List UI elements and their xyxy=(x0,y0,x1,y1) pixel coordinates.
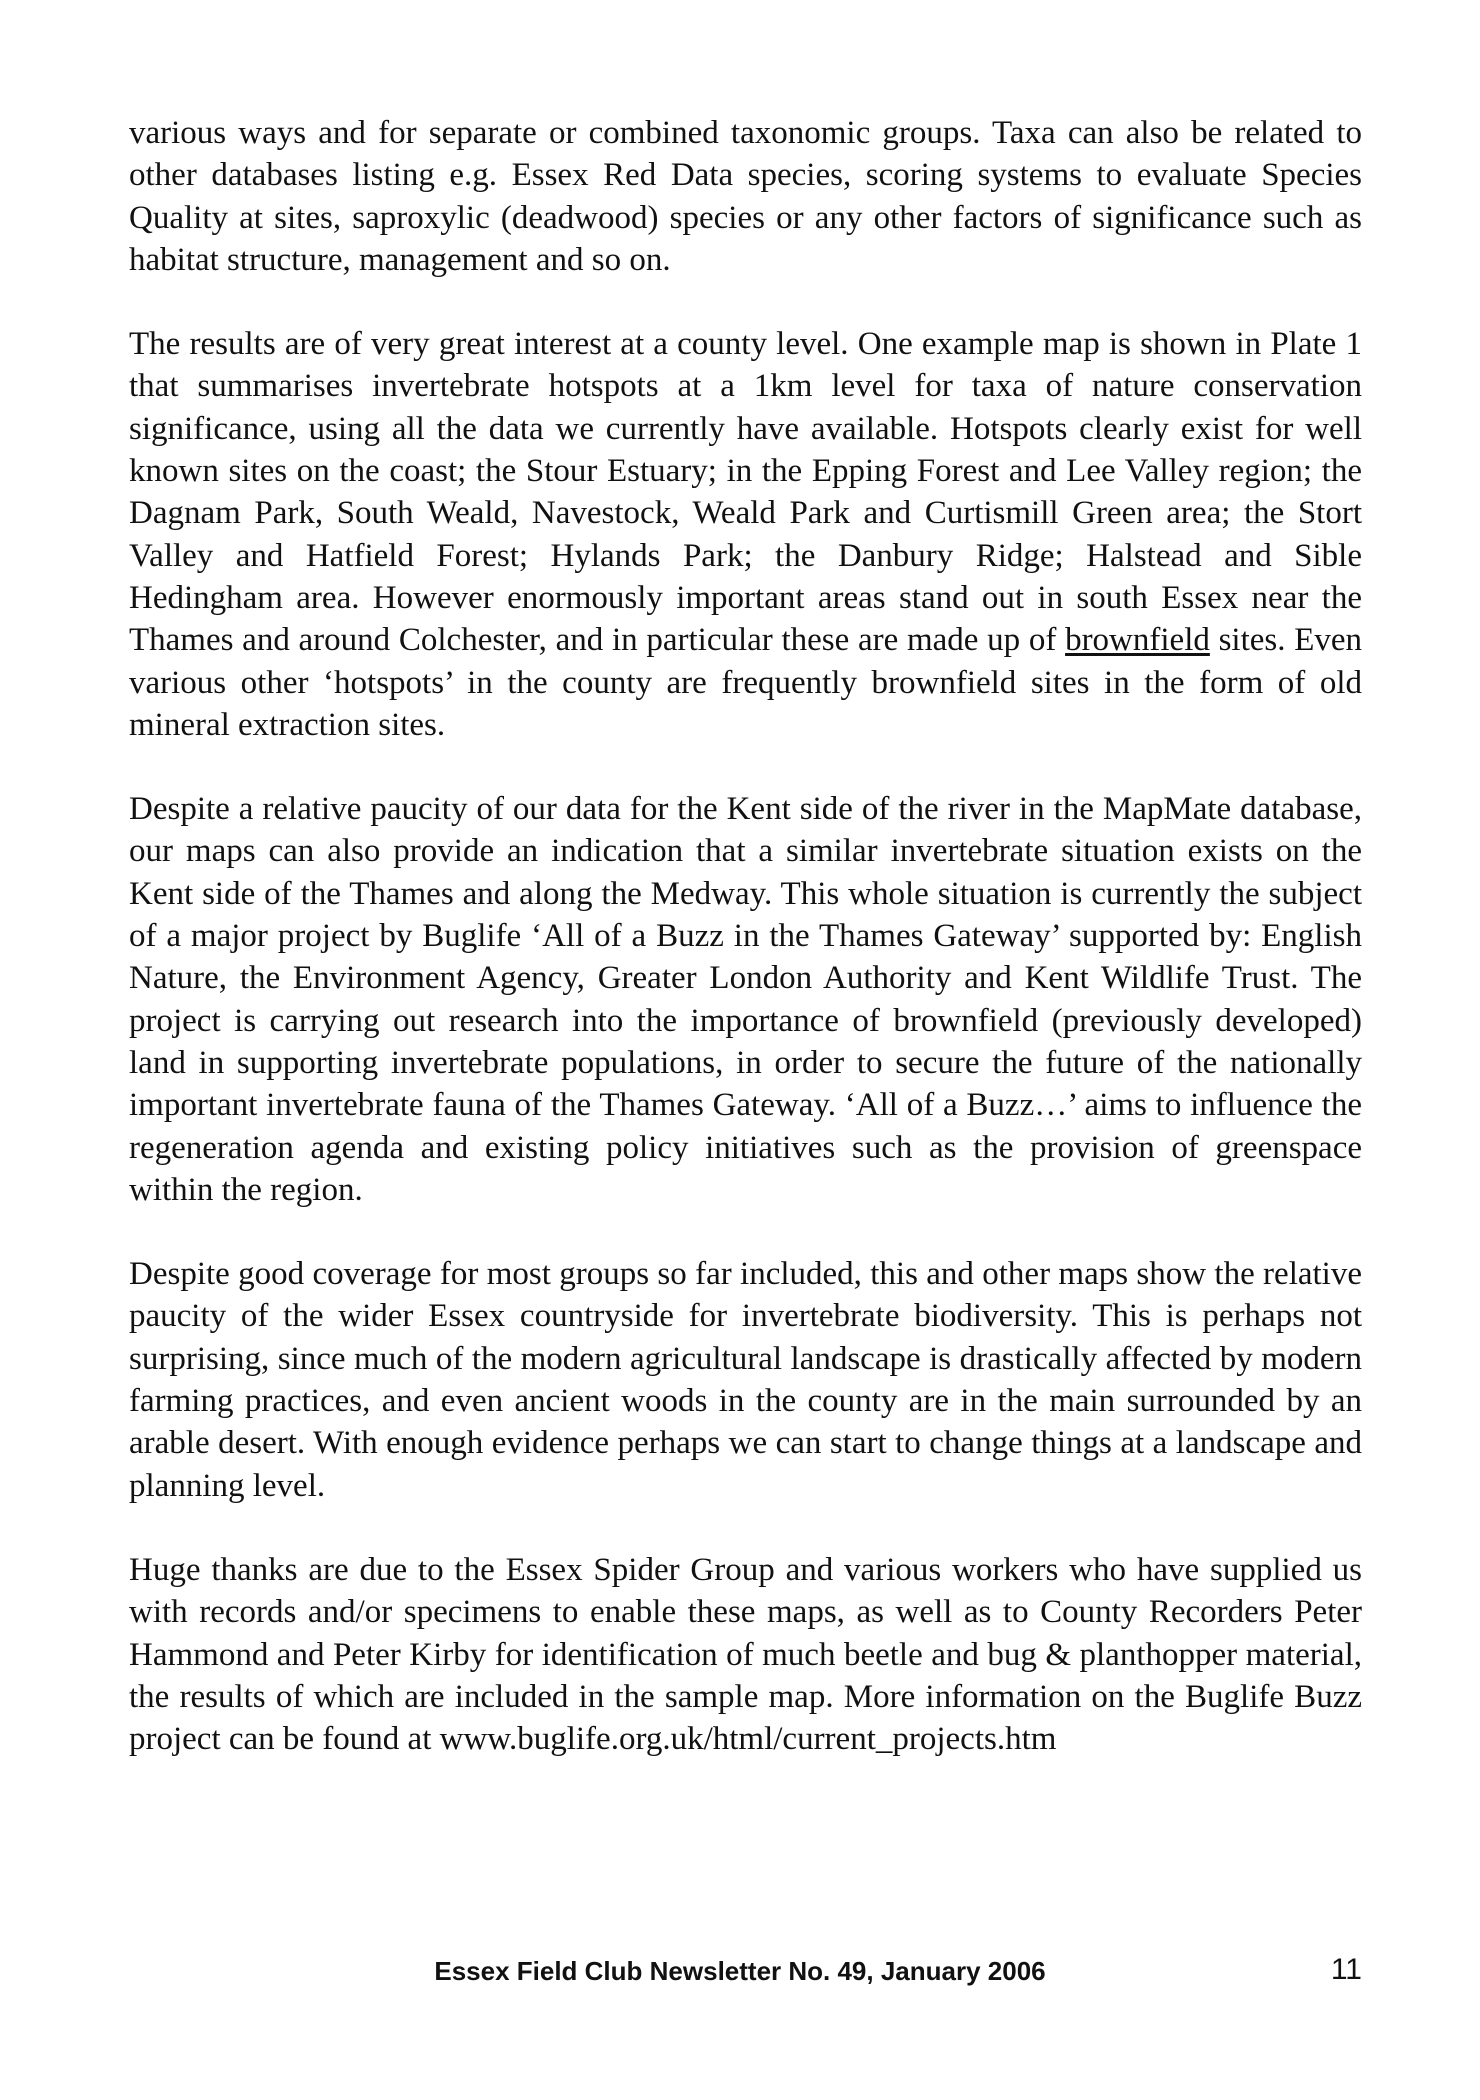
page-number: 11 xyxy=(1330,1953,1362,1986)
paragraph-hotspots xyxy=(129,323,1362,746)
paragraph-hotspots-text-end: sites. Even various other ‘hotspots’ in the county are frequently brownfield sites in the form of old mineral extraction sites. xyxy=(129,622,1362,743)
footer-publication-title: Essex Field Club Newsletter No. 49, January 2006 xyxy=(434,1956,1046,1986)
paragraph-hotspots-text-start: The results are of very great interest at a county level. One example map is shown in Plate 1 that summarises invertebrate hotspots at a 1km level for taxa of nature conservation significance, using all the data we currently have available. Hotspots clearly exist for well known sites on the coast; the Stour Estuary; in the Epping Forest and Lee Valley region; the Dagnam Park, South Weald, Navestock, Weald Park and Curtismill Green area; the Stort Valley and Hatfield Forest; Hylands Park; the Danbury Ridge; Halstead and Sible Hedingham area. However enormously important areas stand out in south Essex near the Thames and around Colchester, and in particular these are made up of xyxy=(129,326,1362,659)
brownfield-underlined-word: brownfield xyxy=(1065,622,1210,659)
paragraph-thames-gateway: Despite a relative paucity of our data for the Kent side of the river in the MapMate database, our maps can also provide an indication that a similar invertebrate situation exists on the Kent side of the Thames and along the Medway. This whole situation is currently the subject of a major project by Buglife ‘All of a Buzz in the Thames Gateway’ supported by: English Nature, the Environment Agency, Greater London Authority and Kent Wildlife Trust. The project is carrying out research into the importance of brownfield (previously developed) land in supporting invertebrate populations, in order to secure the future of the nationally important invertebrate fauna of the Thames Gateway. ‘All of a Buzz…’ aims to influence the regeneration agenda and existing policy initiatives such as the provision of greenspace within the region. xyxy=(129,791,1362,1208)
paragraph-acknowledgements: Huge thanks are due to the Essex Spider Group and various workers who have supplied us with records and/or specimens to enable these maps, as well as to County Recorders Peter Hammond and Peter Kirby for identification of much beetle and bug & planthopper material, the results of which are included in the sample map. More information on the Buglife Buzz project can be found at www.buglife.org.uk/html/current_projects.htm xyxy=(129,1551,1362,1758)
article-body xyxy=(129,112,1362,1760)
paragraph-countryside: Despite good coverage for most groups so far included, this and other maps show the relative paucity of the wider Essex countryside for invertebrate biodiversity. This is perhaps not surprising, since much of the modern agricultural landscape is drastically affected by modern farming practices, and even ancient woods in the county are in the main surrounded by an arable desert. With enough evidence perhaps we can start to change things at a landscape and planning level. xyxy=(129,1256,1362,1504)
paragraph-databases: various ways and for separate or combined taxonomic groups. Taxa can also be related to other databases listing e.g. Essex Red Data species, scoring systems to evaluate Species Quality at sites, saproxylic (deadwood) species or any other factors of significance such as habitat structure, management and so on. xyxy=(129,115,1362,278)
